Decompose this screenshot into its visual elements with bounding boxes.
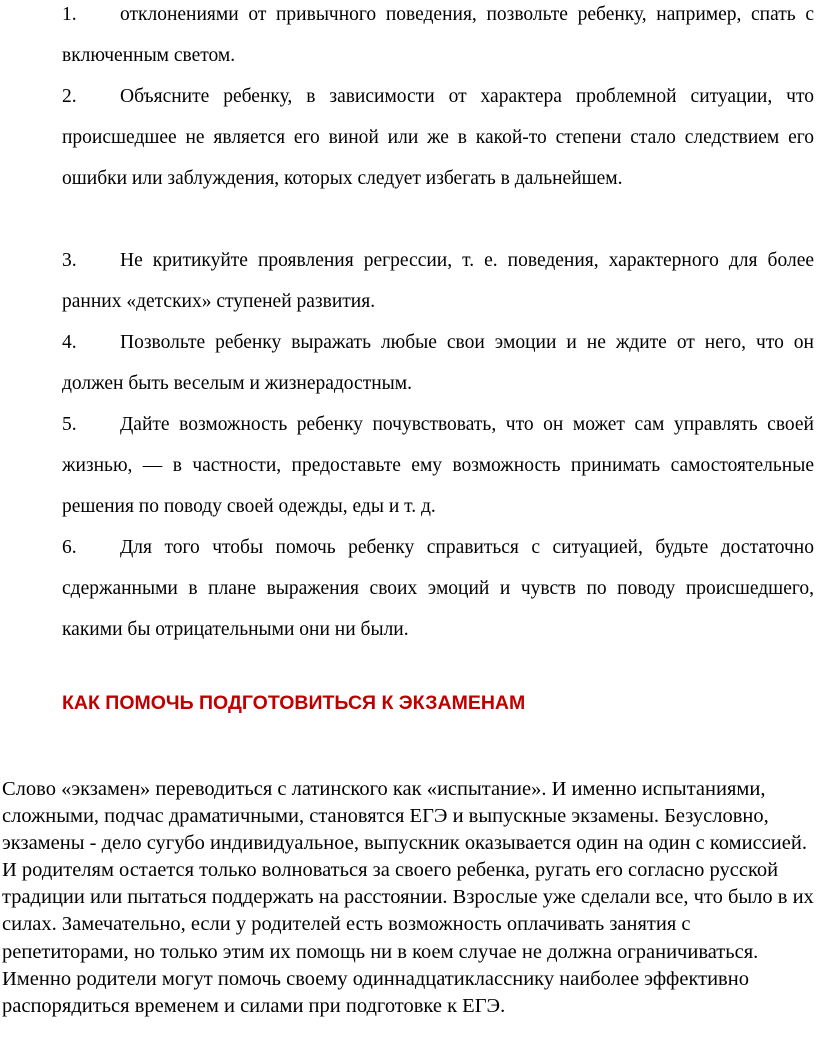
list-item-text: Дайте возможность ребенку почувствовать, что он может сам управлять своей жизнью, — в частности, предоставьте ему возможность принимать самостоятельные решения по поводу своей одежды, еды и т. д. (62, 414, 814, 517)
list-item (62, 76, 814, 199)
list-item-number: 3. (62, 250, 77, 271)
list-item-text: Объясните ребенку, в зависимости от характера проблемной ситуации, что происшедшее не является его виной или же в какой-то степени стало следствием его ошибки или заблуждения, которых следует избегать в дальнейшем. (62, 86, 814, 189)
list-item (62, 322, 814, 404)
list-item (62, 404, 814, 527)
list-item (62, 0, 814, 76)
list-item-number: 4. (62, 332, 77, 353)
list-item-text: Для того чтобы помочь ребенку справиться с ситуацией, будьте достаточно сдержанными в плане выражения своих эмоций и чувств по поводу происшедшего, какими бы отрицательными они ни были. (62, 537, 814, 640)
list-item-text: Не критикуйте проявления регрессии, т. е. поведения, характерного для более ранних «детских» ступеней развития. (62, 250, 814, 312)
list-item-text: Позвольте ребенку выражать любые свои эмоции и не ждите от него, что он должен быть веселым и жизнерадостным. (62, 332, 814, 394)
list-item (62, 240, 814, 322)
list-item-number: 5. (62, 414, 77, 435)
section-heading: КАК ПОМОЧЬ ПОДГОТОВИТЬСЯ К ЭКЗАМЕНАМ (62, 692, 526, 714)
list-item-number: 1. (62, 4, 77, 25)
list-item-text: отклонениями от привычного поведения, позвольте ребенку, например, спать с включенным светом. (62, 4, 814, 66)
list-item-number: 2. (62, 86, 77, 107)
list-item-number: 6. (62, 537, 77, 558)
list-item (62, 527, 814, 650)
body-paragraph: Слово «экзамен» переводиться с латинского как «испытание». И именно испытаниями, сложными, подчас драматичными, становятся ЕГЭ и выпускные экзамены. Безусловно, экзамены - дело сугубо индивидуальное, выпускник оказывается один на один с комиссией. И родителям остается только волноваться за своего ребенка, ругать его согласно русской традиции или пытаться поддержать на расстоянии. Взрослые уже сделали все, что было в их силах. Замечательно, если у родителей есть возможность оплачивать занятия с репетиторами, но только этим их помощь ни в коем случае не должна ограничиваться. Именно родители могут помочь своему одиннадцатикласснику наиболее эффективно распорядиться временем и силами при подготовке к ЕГЭ. (2, 778, 814, 1017)
